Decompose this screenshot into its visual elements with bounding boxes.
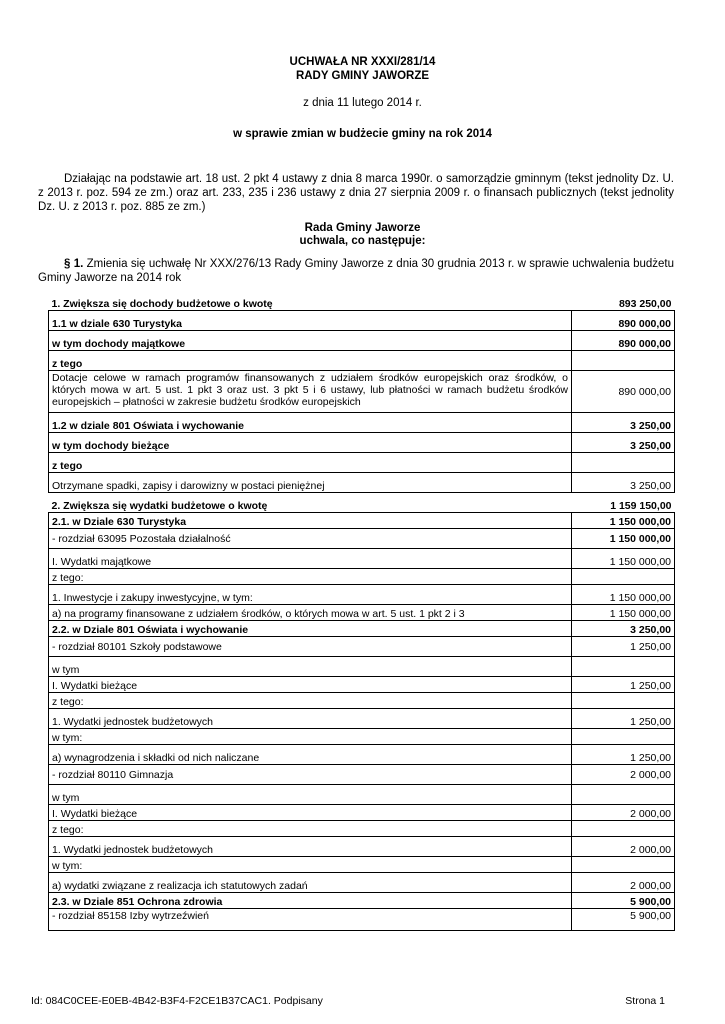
row-label: w tym: [49, 656, 572, 676]
table-row: [49, 692, 675, 708]
row-label: a) na programy finansowane z udziałem środków, o których mowa w art. 5 ust. 1 pkt 2 i 3: [49, 604, 572, 620]
row-label: 2.2. w Dziale 801 Oświata i wychowanie: [49, 620, 572, 636]
table-row: [49, 453, 675, 473]
table-row: [49, 784, 675, 804]
table-row: [49, 548, 675, 568]
revenue-table: [48, 297, 675, 493]
row-value: 1 250,00: [572, 636, 675, 656]
table-row: [49, 676, 675, 692]
table-row: [49, 708, 675, 728]
row-label: a) wydatki związane z realizacja ich statutowych zadań: [49, 872, 572, 892]
table-row: [49, 371, 675, 413]
row-label: w tym:: [49, 728, 572, 744]
row-value: 1 250,00: [572, 744, 675, 764]
row-label: Dotacje celowe w ramach programów finansowanych z udziałem środków europejskich oraz środków, o których mowa w art. 5 ust. 1 pkt 3 oraz ust. 3 pkt 5 i 6 ustawy, lub płatności w ramach budżetu środków europejskich – płatności w zakresie budżetu środków europejskich: [49, 371, 572, 413]
row-value: [572, 453, 675, 473]
table-row: [49, 620, 675, 636]
row-label: a) wynagrodzenia i składki od nich naliczane: [49, 744, 572, 764]
table-row: [49, 413, 675, 433]
row-value: 1 150 000,00: [572, 528, 675, 548]
row-label: z tego:: [49, 692, 572, 708]
row-label: I. Wydatki bieżące: [49, 676, 572, 692]
row-label: 2.1. w Dziale 630 Turystyka: [49, 512, 572, 528]
section-mark: § 1.: [64, 258, 84, 270]
row-label: z tego: [49, 351, 572, 371]
row-value: [572, 784, 675, 804]
table-row: [49, 820, 675, 836]
row-label: - rozdział 80110 Gimnazja: [49, 764, 572, 784]
table-row: [49, 908, 675, 930]
table-row: [49, 512, 675, 528]
table-row: [49, 892, 675, 908]
table-row: [49, 744, 675, 764]
row-label: z tego:: [49, 568, 572, 584]
table-row: [49, 728, 675, 744]
row-label: - rozdział 63095 Pozostała działalność: [49, 528, 572, 548]
row-value: 3 250,00: [572, 433, 675, 453]
row-value: [572, 820, 675, 836]
row-label: 2. Zwiększa się wydatki budżetowe o kwotę: [49, 497, 572, 512]
row-value: [572, 656, 675, 676]
table-row: [49, 636, 675, 656]
row-value: 1 150 000,00: [572, 548, 675, 568]
resolution-date: z dnia 11 lutego 2014 r.: [303, 97, 422, 109]
row-label: w tym dochody bieżące: [49, 433, 572, 453]
row-value: 2 000,00: [572, 804, 675, 820]
row-label: 1.1 w dziale 630 Turystyka: [49, 311, 572, 331]
row-label: w tym: [49, 784, 572, 804]
council-name: RADY GMINY JAWORZE: [295, 70, 430, 82]
row-value: 890 000,00: [572, 371, 675, 413]
row-value: [572, 351, 675, 371]
row-label: - rozdział 80101 Szkoły podstawowe: [49, 636, 572, 656]
row-value: 890 000,00: [572, 311, 675, 331]
row-value: 1 150 000,00: [572, 584, 675, 604]
preamble-text: Działając na podstawie art. 18 ust. 2 pkt 4 ustawy z dnia 8 marca 1990r. o samorządzie gminnym (tekst jednolity Dz. U. z 2013 r. poz. 594 ze zm.) oraz art. 233, 235 i 236 ustawy z dnia 27 sierpnia 2009 r. o finansach publicznych (tekst jednolity Dz. U. z 2013 r. poz. 885 ze zm.): [38, 173, 674, 213]
row-label: 1. Zwiększa się dochody budżetowe o kwotę: [49, 297, 572, 311]
row-label: - rozdział 85158 Izby wytrzeźwień: [49, 908, 572, 930]
row-label: w tym dochody majątkowe: [49, 331, 572, 351]
table-row: [49, 311, 675, 331]
page-number: Strona 1: [625, 995, 665, 1007]
row-value: 1 150 000,00: [572, 512, 675, 528]
row-label: w tym:: [49, 856, 572, 872]
row-label: 2.3. w Dziale 851 Ochrona zdrowia: [49, 892, 572, 908]
row-value: 1 250,00: [572, 676, 675, 692]
row-value: 2 000,00: [572, 836, 675, 856]
section-1-text: Zmienia się uchwałę Nr XXX/276/13 Rady Gminy Jaworze z dnia 30 grudnia 2013 r. w sprawie uchwalenia budżetu Gminy Jaworze na 2014 rok: [38, 258, 674, 284]
document-id: Id: 084C0CEE-E0EB-4B42-B3F4-F2CE1B37CAC1. Podpisany: [31, 995, 323, 1007]
section-1: [38, 257, 674, 285]
table-row: [49, 856, 675, 872]
row-value: [572, 692, 675, 708]
table-row: [49, 473, 675, 493]
row-label: 1.2 w dziale 801 Oświata i wychowanie: [49, 413, 572, 433]
row-value: 3 250,00: [572, 620, 675, 636]
resolution-subject: w sprawie zmian w budżecie gminy na rok 2014: [233, 128, 492, 140]
row-value: [572, 728, 675, 744]
row-value: [572, 856, 675, 872]
row-value: 2 000,00: [572, 764, 675, 784]
table-row: [49, 568, 675, 584]
table-row: [49, 656, 675, 676]
row-label: Otrzymane spadki, zapisy i darowizny w postaci pieniężnej: [49, 473, 572, 493]
table-row: [49, 604, 675, 620]
table-row: [49, 297, 675, 311]
row-label: 1. Inwestycje i zakupy inwestycyjne, w tym:: [49, 584, 572, 604]
council-line: Rada Gminy Jaworze: [304, 222, 421, 234]
table-row: [49, 836, 675, 856]
row-value: 1 150 000,00: [572, 604, 675, 620]
preamble: [38, 172, 674, 214]
table-row: [49, 528, 675, 548]
row-value: 3 250,00: [572, 473, 675, 493]
row-label: 1. Wydatki jednostek budżetowych: [49, 836, 572, 856]
row-label: z tego:: [49, 820, 572, 836]
table-row: [49, 497, 675, 512]
row-label: I. Wydatki majątkowe: [49, 548, 572, 568]
row-value: [572, 568, 675, 584]
table-row: [49, 872, 675, 892]
table-row: [49, 584, 675, 604]
resolves-line: uchwala, co następuje:: [299, 235, 426, 247]
table-row: [49, 804, 675, 820]
row-value: 1 250,00: [572, 708, 675, 728]
row-value: 2 000,00: [572, 872, 675, 892]
resolution-number: UCHWAŁA NR XXXI/281/14: [289, 56, 436, 68]
table-row: [49, 433, 675, 453]
row-value: 1 159 150,00: [572, 497, 675, 512]
table-row: [49, 331, 675, 351]
row-label: z tego: [49, 453, 572, 473]
row-value: 5 900,00: [572, 892, 675, 908]
row-value: 3 250,00: [572, 413, 675, 433]
table-row: [49, 351, 675, 371]
expenditure-table: [48, 497, 675, 931]
row-label: I. Wydatki bieżące: [49, 804, 572, 820]
row-value: 5 900,00: [572, 908, 675, 930]
row-value: 890 000,00: [572, 331, 675, 351]
table-row: [49, 764, 675, 784]
row-label: 1. Wydatki jednostek budżetowych: [49, 708, 572, 728]
row-value: 893 250,00: [572, 297, 675, 311]
